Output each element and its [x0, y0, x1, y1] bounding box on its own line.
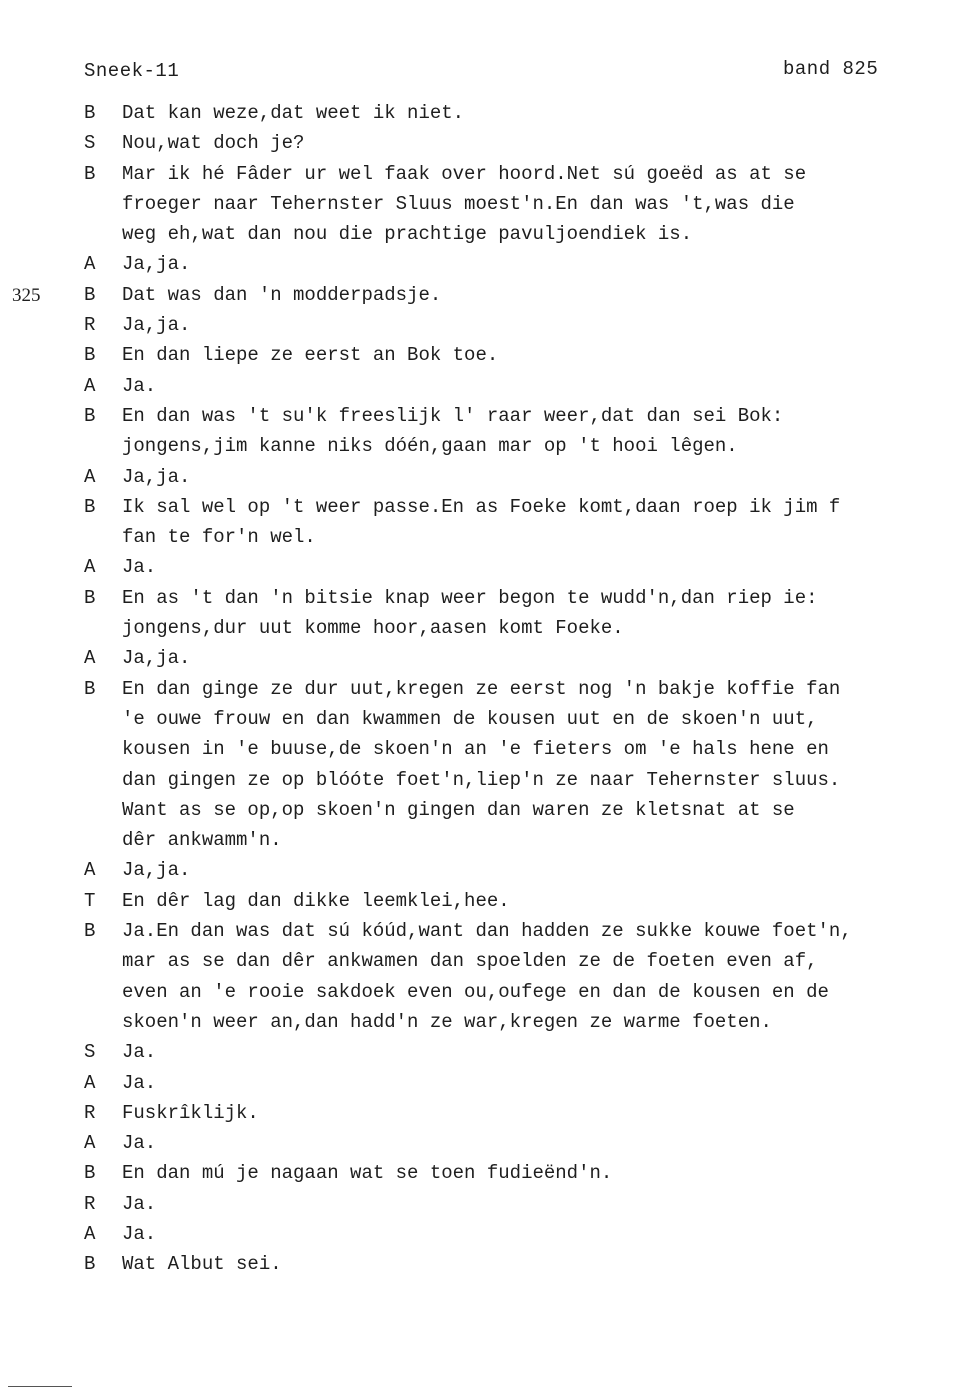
utterance-text: Wat Albut sei.	[122, 1253, 282, 1276]
transcript-turn	[84, 643, 914, 673]
speaker-label: S	[84, 1041, 96, 1064]
utterance-text: Ja.	[122, 556, 157, 579]
utterance-text: Ja,ja.	[122, 647, 191, 670]
transcript-turn	[84, 674, 914, 856]
transcript-turn	[84, 371, 914, 401]
speaker-label: B	[84, 102, 96, 124]
utterance-text: Dat kan weze,dat weet ik niet.	[122, 102, 465, 124]
transcript-turn	[84, 462, 914, 492]
speaker-label: A	[84, 556, 96, 579]
utterance-text: Ja.En dan was dat sú kóúd,want dan hadden ze sukke kouwe foet'n, mar as se dan dêr ankwamen dan spoelden ze de foeten even af, even an 'e rooie sakdoek even ou,oufege en dan de kousen en de skoen'n weer an,dan hadd'n ze war,kregen ze warme foeten.	[122, 920, 852, 1033]
transcript-turn	[84, 583, 914, 644]
transcript-turn	[84, 1158, 914, 1188]
transcript-turn	[84, 249, 914, 279]
utterance-text: En dan mú je nagaan wat se toen fudieënd'n.	[122, 1162, 613, 1185]
transcript-turn	[84, 916, 914, 1037]
transcript-turn	[84, 492, 914, 553]
transcript-turn	[84, 855, 914, 885]
transcript-turn	[84, 128, 914, 158]
speaker-label: B	[84, 1253, 96, 1276]
transcript-turn	[84, 310, 914, 340]
utterance-text: Ik sal wel op 't weer passe.En as Foeke komt,daan roep ik jim f fan te for'n wel.	[122, 495, 841, 549]
utterance-text: En dan was 't su'k freeslijk l' raar weer,dat dan sei Bok: jongens,jim kanne niks dóén,gaan mar op 't hooi lêgen.	[122, 404, 784, 458]
speaker-label: B	[84, 162, 96, 185]
transcript-turn	[84, 1037, 914, 1067]
speaker-label: B	[84, 283, 96, 306]
utterance-text: Ja.	[122, 1222, 157, 1245]
speaker-label: B	[84, 920, 96, 943]
utterance-text: Ja.	[122, 1132, 157, 1155]
speaker-label: B	[84, 495, 96, 518]
transcript-turn	[84, 340, 914, 370]
transcript-turn	[84, 1189, 914, 1219]
utterance-text: Ja.	[122, 1041, 157, 1064]
document-id: Sneek-11	[84, 60, 180, 82]
speaker-label: A	[84, 1071, 96, 1094]
speaker-label: B	[84, 344, 96, 367]
speaker-label: S	[84, 132, 96, 155]
speaker-label: A	[84, 465, 96, 488]
transcript-turn	[84, 159, 914, 250]
utterance-text: Nou,wat doch je?	[122, 132, 305, 155]
speaker-label: A	[84, 647, 96, 670]
utterance-text: En as 't dan 'n bitsie knap weer begon te wudd'n,dan riep ie: jongens,dur uut komme hoor,aasen komt Foeke.	[122, 586, 818, 640]
utterance-text: Dat was dan 'n modderpadsje.	[122, 283, 442, 306]
speaker-label: T	[84, 889, 96, 912]
transcript-turn	[84, 1249, 914, 1279]
transcript-turn	[84, 98, 914, 128]
transcript-turn	[84, 552, 914, 582]
transcript-turn	[84, 401, 914, 462]
speaker-label: R	[84, 1101, 96, 1124]
utterance-text: En dêr lag dan dikke leemklei,hee.	[122, 889, 510, 912]
speaker-label: B	[84, 586, 96, 609]
speaker-label: R	[84, 314, 96, 337]
transcript	[84, 98, 914, 1280]
speaker-label: B	[84, 1162, 96, 1185]
utterance-text: En dan ginge ze dur uut,kregen ze eerst nog 'n bakje koffie fan 'e ouwe frouw en dan kwammen de kousen uut en de skoen'n uut, kousen in 'e buuse,de skoen'n an 'e fieters om 'e hals hene en dan gingen ze op blóóte foet'n,liep'n ze naar Tehernster sluus. Want as se op,op skoen'n gingen dan waren ze kletsnat at se dêr ankwamm'n.	[122, 677, 841, 852]
utterance-text: Ja.	[122, 1071, 157, 1094]
utterance-text: Ja,ja.	[122, 859, 191, 882]
speaker-label: B	[84, 677, 96, 700]
speaker-label: A	[84, 374, 96, 397]
transcript-turn	[84, 886, 914, 916]
transcript-turn	[84, 280, 914, 310]
utterance-text: Ja.	[122, 1192, 157, 1215]
utterance-text: Ja,ja.	[122, 314, 191, 337]
speaker-label: B	[84, 404, 96, 427]
utterance-text: Fuskrîklijk.	[122, 1101, 259, 1124]
utterance-text: Ja.	[122, 374, 157, 397]
utterance-text: Ja,ja.	[122, 253, 191, 276]
utterance-text: En dan liepe ze eerst an Bok toe.	[122, 344, 499, 367]
speaker-label: A	[84, 859, 96, 882]
tape-number: band 825	[783, 58, 879, 80]
transcript-turn	[84, 1219, 914, 1249]
speaker-label: A	[84, 253, 96, 276]
utterance-text: Mar ik hé Fâder ur wel faak over hoord.Net sú goeëd as at se froeger naar Tehernster Sluus moest'n.En dan was 't,was die weg eh,wat dan nou die prachtige pavuljoendiek is.	[122, 162, 807, 246]
transcript-turn	[84, 1098, 914, 1128]
transcript-turn	[84, 1068, 914, 1098]
speaker-label: R	[84, 1192, 96, 1215]
speaker-label: A	[84, 1132, 96, 1155]
transcript-turn	[84, 1128, 914, 1158]
speaker-label: A	[84, 1222, 96, 1245]
utterance-text: Ja,ja.	[122, 465, 191, 488]
footer-rule	[8, 1386, 72, 1387]
margin-line-number: 325	[12, 285, 41, 306]
